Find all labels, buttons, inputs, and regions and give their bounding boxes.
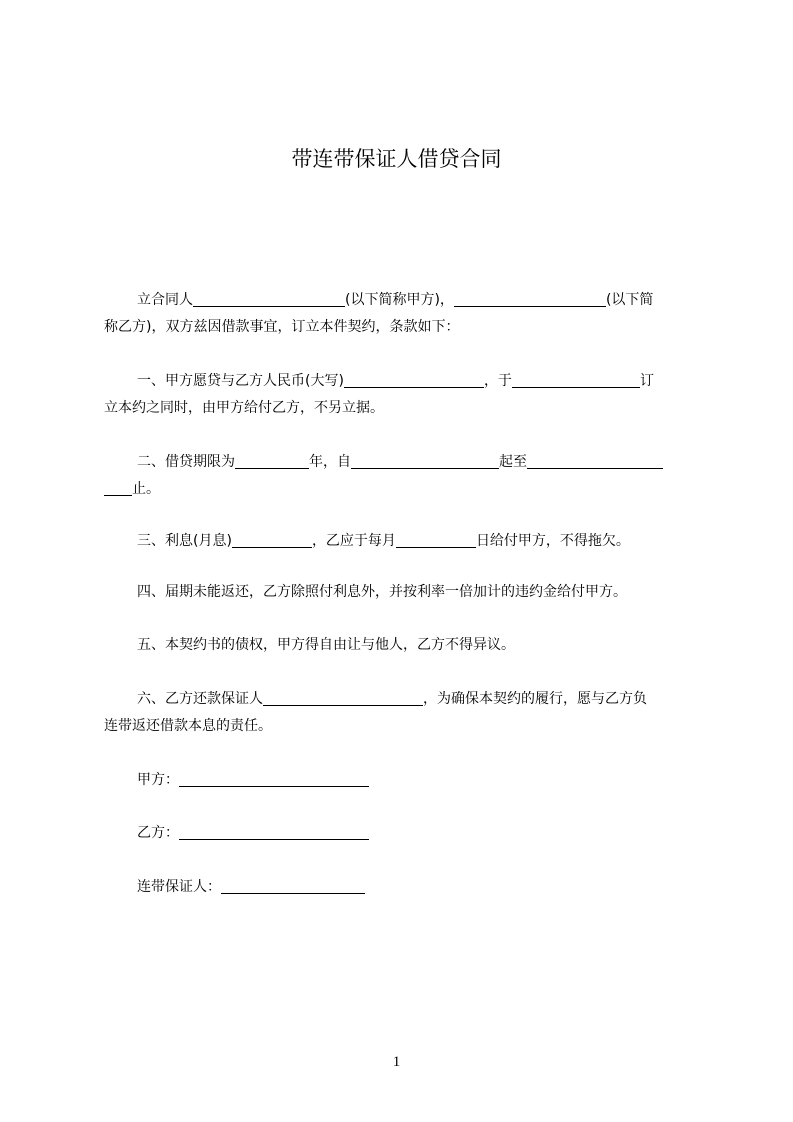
end-date-blank-cont[interactable] bbox=[104, 479, 132, 496]
intro-text-d: 称乙方)，双方兹因借款事宜，订立本件契约，条款如下： bbox=[104, 319, 460, 335]
clause-2-line-2 bbox=[104, 473, 704, 506]
payment-day-blank[interactable] bbox=[396, 531, 476, 548]
clause-3-text-c: 日给付甲方，不得拖欠。 bbox=[475, 533, 630, 549]
party-b-label: 乙方： bbox=[137, 825, 179, 841]
clause-6-text-b: ，为确保本契约的履行，愿与乙方负 bbox=[423, 691, 647, 707]
party-b-name-blank[interactable] bbox=[454, 290, 606, 307]
clause-4-text: 四、届期未能返还，乙方除照付利息外，并按利率一倍加计的违约金给付甲方。 bbox=[137, 584, 627, 600]
loan-amount-blank[interactable] bbox=[344, 371, 484, 388]
clause-2-text-d: 止。 bbox=[132, 481, 160, 497]
intro-line-2 bbox=[104, 311, 704, 344]
clause-2-text-c: 起至 bbox=[499, 454, 527, 470]
end-date-blank[interactable] bbox=[527, 452, 663, 469]
interest-rate-blank[interactable] bbox=[232, 531, 312, 548]
clause-3 bbox=[104, 525, 704, 558]
clause-1-text-a: 一、甲方愿贷与乙方人民币(大写) bbox=[137, 373, 344, 389]
clause-5 bbox=[104, 629, 704, 662]
loan-term-blank[interactable] bbox=[235, 452, 309, 469]
clause-1-line-2 bbox=[104, 392, 704, 425]
clause-3-text-b: ，乙应于每月 bbox=[311, 533, 396, 549]
clause-5-text: 五、本契约书的债权，甲方得自由让与他人，乙方不得异议。 bbox=[137, 637, 515, 653]
intro-text-c: (以下简 bbox=[605, 292, 654, 308]
clause-6-text-c: 连带返还借款本息的责任。 bbox=[104, 718, 272, 734]
guarantor-signature-blank[interactable] bbox=[221, 877, 365, 894]
clause-2-text-b: 年，自 bbox=[309, 454, 351, 470]
clause-6-line-2 bbox=[104, 710, 704, 743]
clause-1-text-b: ，于 bbox=[483, 373, 512, 389]
party-a-name-blank[interactable] bbox=[193, 290, 345, 307]
party-a-signature-blank[interactable] bbox=[179, 770, 369, 787]
start-date-blank[interactable] bbox=[351, 452, 499, 469]
loan-date-blank[interactable] bbox=[512, 371, 640, 388]
clause-2-text-a: 二、借贷期限为 bbox=[137, 454, 235, 470]
guarantor-name-blank[interactable] bbox=[263, 689, 423, 706]
intro-text-b: (以下简称甲方)， bbox=[345, 292, 454, 308]
clause-1-text-c: 订 bbox=[639, 373, 654, 389]
clause-6-text-a: 六、乙方还款保证人 bbox=[137, 691, 263, 707]
clause-3-text-a: 三、利息(月息) bbox=[137, 533, 232, 549]
signature-guarantor bbox=[104, 871, 704, 904]
signature-party-b bbox=[104, 817, 704, 850]
party-a-label: 甲方： bbox=[137, 772, 179, 788]
signature-party-a bbox=[104, 764, 704, 797]
guarantor-label: 连带保证人： bbox=[137, 879, 221, 895]
clause-1-text-d: 立本约之同时，由甲方给付乙方，不另立据。 bbox=[104, 400, 384, 416]
party-b-signature-blank[interactable] bbox=[179, 823, 369, 840]
page-number: 1 bbox=[392, 1054, 401, 1070]
clause-4 bbox=[104, 576, 704, 609]
intro-text-a: 立合同人 bbox=[137, 292, 193, 308]
document-title: 带连带保证人借贷合同 bbox=[291, 147, 502, 171]
